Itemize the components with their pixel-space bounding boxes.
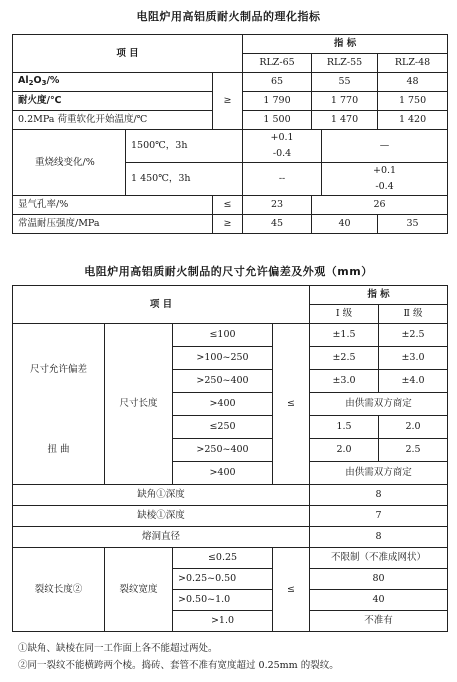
al2o3-label: $Al_2O_3/\%$: [13, 73, 213, 92]
table-cell: 26: [312, 196, 448, 215]
table1-title: 电阻炉用高铝质耐火制品的理化指标: [136, 10, 321, 23]
edge-depth-label: 缺棱①深度: [13, 506, 310, 527]
table-cell: 40: [310, 590, 448, 611]
table-cell: 45: [243, 215, 312, 234]
tolerance-table: [12, 285, 448, 632]
shrinkage-value: +0.1 -0.4: [322, 163, 448, 196]
melt-hole-label: 熔洞直径: [13, 527, 310, 548]
table2-title: 电阻炉用高铝质耐火制品的尺寸允许偏差及外观（mm）: [84, 265, 373, 278]
range-cell: ≤100: [173, 324, 273, 347]
shrinkage-label: 重烧线变化/%: [13, 130, 126, 196]
range-cell: >400: [173, 462, 273, 485]
table-cell: 7: [310, 506, 448, 527]
porosity-label: 显气孔率/%: [13, 196, 213, 215]
table-cell: 1 750: [378, 92, 448, 111]
range-cell: ≤0.25: [173, 548, 273, 569]
range-cell: >1.0: [173, 611, 273, 632]
table-cell: 1.5: [310, 416, 379, 439]
grade-header: RLZ-48: [378, 54, 448, 73]
le-symbol: ≤: [273, 324, 310, 485]
table-cell: 40: [312, 215, 378, 234]
crack-width-label: 裂纹宽度: [105, 548, 173, 632]
table-cell: 55: [312, 73, 378, 92]
table-cell: 由供需双方商定: [310, 462, 448, 485]
crushing-label: 常温耐压强度/MPa: [13, 215, 213, 234]
table-cell: 不限制（不准成网状）: [310, 548, 448, 569]
ge-symbol: ≥: [213, 73, 243, 130]
item-header: 项 目: [13, 286, 310, 324]
table-cell: 8: [310, 485, 448, 506]
shrinkage-value: —: [322, 130, 448, 163]
physicochemical-table: [12, 34, 448, 234]
refractoriness-label: 耐火度/℃: [13, 92, 213, 111]
table-cell: 48: [378, 73, 448, 92]
shrinkage-condition: 1 450℃，3h: [126, 163, 243, 196]
ge-symbol: ≥: [213, 215, 243, 234]
table-cell: ±2.5: [310, 347, 379, 370]
table-cell: 35: [378, 215, 448, 234]
table-cell: ±4.0: [379, 370, 448, 393]
table-cell: 23: [243, 196, 312, 215]
range-cell: >250~400: [173, 370, 273, 393]
le-symbol: ≤: [273, 548, 310, 632]
table-cell: 1 500: [243, 111, 312, 130]
size-length-label: 尺寸长度: [105, 324, 173, 485]
table-cell: ±2.5: [379, 324, 448, 347]
indicator-header: 指 标: [310, 286, 448, 305]
crack-length-label: 裂纹长度②: [13, 548, 105, 632]
footnote: ②同一裂纹不能横跨两个棱。捣砖、套管不准有宽度超过 0.25mm 的裂纹。: [18, 660, 339, 671]
table-cell: 2.5: [379, 439, 448, 462]
table-cell: 8: [310, 527, 448, 548]
shrinkage-value: +0.1 -0.4: [243, 130, 322, 163]
range-cell: >0.50~1.0: [173, 590, 273, 611]
table-cell: 1 770: [312, 92, 378, 111]
range-cell: >100~250: [173, 347, 273, 370]
item-header: 项 目: [13, 35, 243, 73]
table-cell: ±3.0: [310, 370, 379, 393]
corner-depth-label: 缺角①深度: [13, 485, 310, 506]
warp-label: 扭 曲: [13, 416, 105, 485]
table-cell: 1 790: [243, 92, 312, 111]
grade-header: RLZ-55: [312, 54, 378, 73]
grade-header: Ⅱ 级: [379, 305, 448, 324]
shrinkage-value: --: [243, 163, 322, 196]
table-cell: 80: [310, 569, 448, 590]
table-cell: 65: [243, 73, 312, 92]
shrinkage-condition: 1500℃，3h: [126, 130, 243, 163]
table-cell: 1 470: [312, 111, 378, 130]
range-cell: >0.25~0.50: [173, 569, 273, 590]
table-cell: 由供需双方商定: [310, 393, 448, 416]
range-cell: >250~400: [173, 439, 273, 462]
indicator-header: 指 标: [243, 35, 448, 54]
softening-label: 0.2MPa 荷重软化开始温度/℃: [13, 111, 213, 130]
size-tolerance-label: 尺寸允许偏差: [13, 324, 105, 416]
footnotes: [18, 640, 339, 674]
le-symbol: ≤: [213, 196, 243, 215]
table-cell: 1 420: [378, 111, 448, 130]
grade-header: RLZ-65: [243, 54, 312, 73]
grade-header: Ⅰ 级: [310, 305, 379, 324]
table-cell: 2.0: [310, 439, 379, 462]
footnote: ①缺角、缺棱在同一工作面上各不能超过两处。: [18, 643, 218, 654]
table-cell: ±3.0: [379, 347, 448, 370]
range-cell: ≤250: [173, 416, 273, 439]
table-cell: ±1.5: [310, 324, 379, 347]
range-cell: >400: [173, 393, 273, 416]
table-cell: 不准有: [310, 611, 448, 632]
table-cell: 2.0: [379, 416, 448, 439]
